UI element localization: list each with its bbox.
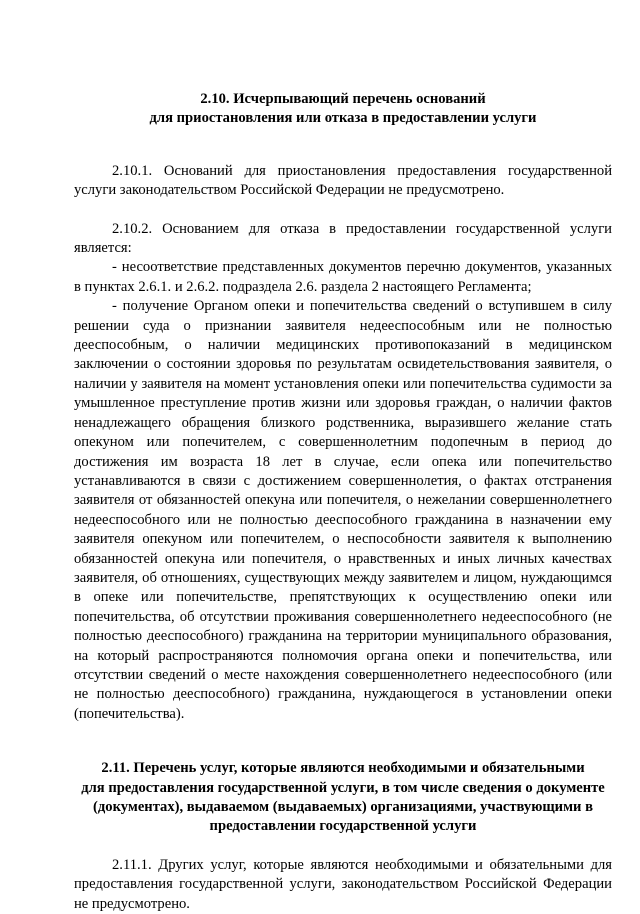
section-2-11-heading-line-3: (документах), выдаваемом (выдаваемых) организациями, участвующими в	[93, 799, 593, 815]
list-item-document-mismatch: - несоответствие представленных документов перечню документов, указанных в пунктах 2.6.1. и 2.6.2. подраздела 2.6. раздела 2 настоящего Регламента;	[74, 259, 612, 295]
section-2-11-heading-line-1: 2.11. Перечень услуг, которые являются необходимыми и обязательными	[101, 760, 585, 777]
section-2-10-heading-line-1: 2.10. Исчерпывающий перечень оснований	[200, 91, 486, 107]
list-item-guardianship-grounds: - получение Органом опеки и попечительства сведений о вступившем в силу решении суда о признании заявителя недееспособным или не полностью дееспособным, о наличии медицинских противопоказаний в медицинском заключении о состоянии здоровья по результатам освидетельствования заявителя, о наличии у заявителя на момент установления опеки или попечительства судимости за умышленное преступление против жизни или здоровья граждан, о наличии фактов ненадлежащего обращения близкого родственника, выразившего желание стать опекуном или попечителем, с совершеннолетним подопечным в период до достижения им возраста 18 лет в случае, если опека или попечительство устанавливаются в связи с достижением совершеннолетия, о фактах отстранения заявителя от обязанностей опекуна или попечителя, о нежелании совершеннолетнего недееспособного или не полностью дееспособного гражданина в назначении ему заявителя опекуном или попечителем, о неспособности заявителя к выполнению обязанностей опекуна или попечителя, о нравственных и иных личных качествах заявителя, об отношениях, существующих между заявителем и лицом, нуждающимся в опеке или попечительстве, препятствующих к осуществлению опеки или попечительства, об отсутствии проживания совершеннолетнего недееспособного (не полностью дееспособного) гражданина на территории муниципального образования, на который распространяются полномочия органа опеки и попечительства, или отсутствии сведений о месте нахождения совершеннолетнего недееспособного (или не полностью дееспособного) гражданина, нуждающегося в установлении опеки (попечительства).	[74, 298, 612, 722]
section-2-10-heading-line-2: для приостановления или отказа в предоставлении услуги	[149, 110, 537, 127]
section-2-11-heading-line-4: предоставлении государственной услуги	[209, 818, 477, 835]
section-2-10	[74, 90, 612, 724]
paragraph-2-11-1: 2.11.1. Других услуг, которые являются необходимыми и обязательными для предоставления государственной услуги, законодательством Российской Федерации не предусмотрено.	[74, 856, 612, 912]
document-page	[74, 90, 612, 914]
paragraph-2-10-1: 2.10.1. Оснований для приостановления предоставления государственной услуги законодательством Российской Федерации не предусмотрено.	[74, 162, 612, 199]
paragraph-2-10-2: 2.10.2. Основанием для отказа в предоставлении государственной услуги является:	[74, 220, 612, 257]
section-2-11-heading-line-2: для предоставления государственной услуги, в том числе сведения о документе	[81, 779, 605, 796]
section-2-11	[74, 759, 612, 914]
